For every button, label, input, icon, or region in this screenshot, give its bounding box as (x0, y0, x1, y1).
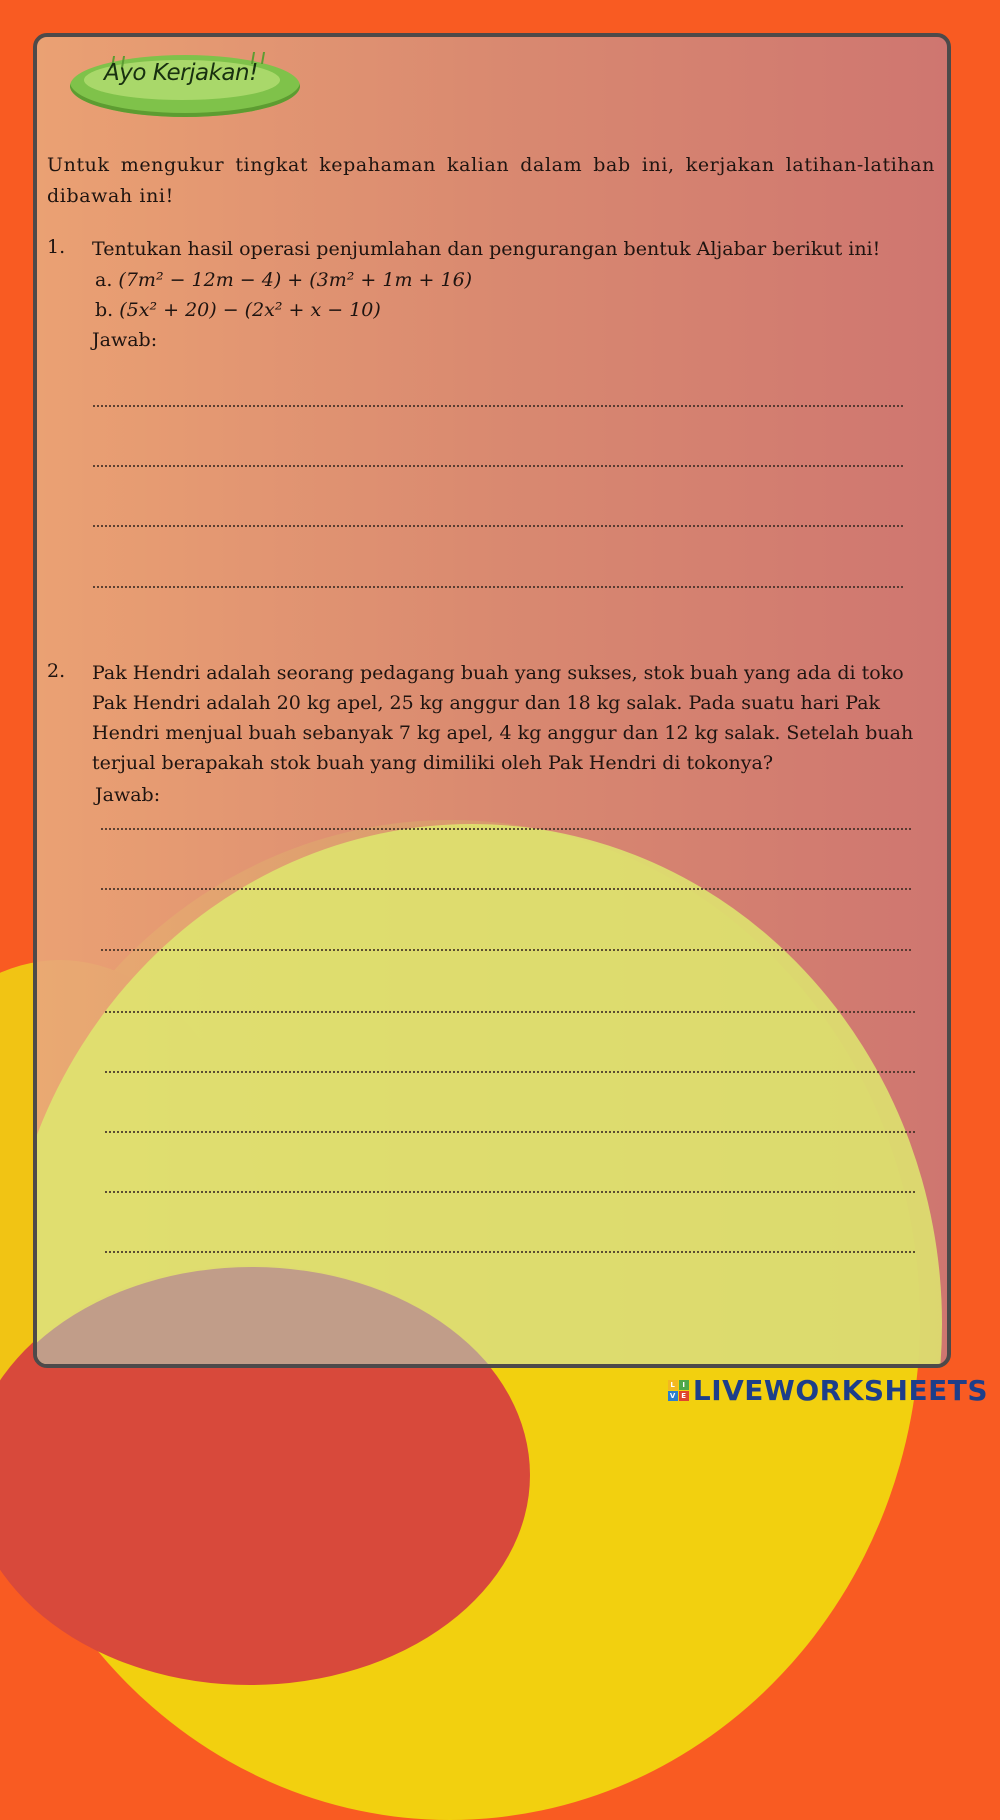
liveworksheets-logo (668, 1374, 988, 1407)
logo-mark-v: V (668, 1391, 678, 1401)
question-2-line-2: Pak Hendri adalah 20 kg apel, 25 kg anggur dan 18 kg salak. Pada suatu hari Pak (92, 692, 881, 714)
question-2-line-1: Pak Hendri adalah seorang pedagang buah yang sukses, stok buah yang ada di toko (92, 662, 904, 684)
answer-line[interactable] (104, 1191, 916, 1193)
answer-line[interactable] (100, 888, 912, 890)
question-1b (95, 295, 381, 325)
answer-line[interactable] (92, 465, 904, 467)
answer-line[interactable] (92, 586, 904, 588)
question-2-number: 2. (47, 660, 66, 682)
liveworksheets-logo-text: LIVEWORKSHEETS (692, 1374, 988, 1407)
logo-mark-i: I (679, 1380, 689, 1390)
section-title: Ayo Kerjakan! (104, 60, 258, 86)
answer-line[interactable] (104, 1011, 916, 1013)
question-1-answer-label: Jawab: (92, 329, 158, 351)
answer-line[interactable] (92, 405, 904, 407)
question-1-number: 1. (47, 236, 66, 258)
answer-line[interactable] (100, 828, 912, 830)
question-1b-expression: (5x² + 20) − (2x² + x − 10) (119, 299, 381, 321)
answer-line[interactable] (104, 1251, 916, 1253)
answer-line[interactable] (92, 525, 904, 527)
question-2-line-4: terjual berapakah stok buah yang dimiliki oleh Pak Hendri di tokonya? (92, 752, 774, 774)
logo-mark-l: L (668, 1380, 678, 1390)
question-1a-label: a. (95, 269, 113, 291)
liveworksheets-logo-icon (668, 1380, 689, 1401)
question-2-answer-label: Jawab: (95, 784, 161, 806)
question-1-text: Tentukan hasil operasi penjumlahan dan pengurangan bentuk Aljabar berikut ini! (92, 238, 881, 260)
question-1a (95, 265, 472, 295)
question-2-line-3: Hendri menjual buah sebanyak 7 kg apel, 4 kg anggur dan 12 kg salak. Setelah buah (92, 722, 914, 744)
answer-line[interactable] (104, 1131, 916, 1133)
logo-mark-e: E (679, 1391, 689, 1401)
question-1a-expression: (7m² − 12m − 4) + (3m² + 1m + 16) (118, 269, 473, 291)
instructions: Untuk mengukur tingkat kepahaman kalian dalam bab ini, kerjakan latihan-latihan dibawah ini! (47, 154, 935, 207)
answer-line[interactable] (100, 949, 912, 951)
answer-line[interactable] (104, 1071, 916, 1073)
question-1b-label: b. (95, 299, 114, 321)
